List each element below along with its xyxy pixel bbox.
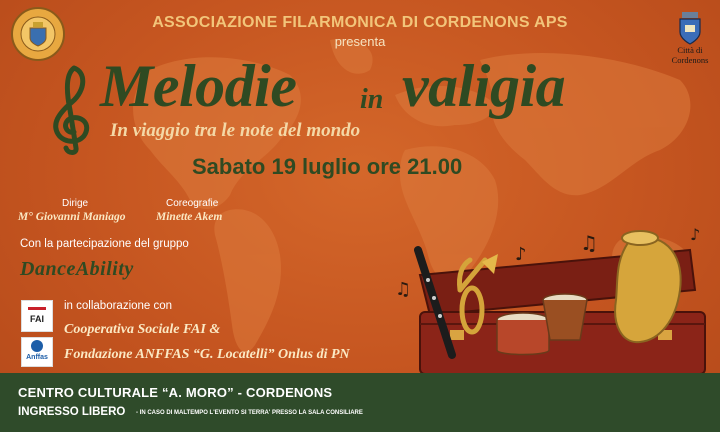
subtitle: In viaggio tra le note del mondo [110,120,361,141]
fai-logo-text: FAI [29,314,44,324]
choreographer-name: Minette Akem [156,211,223,223]
svg-text:♫: ♫ [580,231,598,255]
svg-text:♪: ♪ [515,244,527,265]
footer-band [0,373,720,432]
free-entry: INGRESSO LIBERO [18,406,126,418]
partner-fondazione: Fondazione ANFFAS “G. Locatelli” Onlus di PN [64,347,350,362]
venue: CENTRO CULTURALE “A. MORO” - CORDENONS [18,385,333,400]
svg-text:♪: ♪ [690,225,701,244]
collaboration-intro: in collaborazione con [64,300,173,312]
suitcase-with-instruments-icon [390,220,720,380]
title-end: valigia [402,53,566,119]
participation-text: Con la partecipazione del gruppo [20,238,189,250]
organization-name: ASSOCIAZIONE FILARMONICA DI CORDENONS APS [152,14,568,31]
director-name: M° Giovanni Maniago [18,211,126,223]
treble-clef-icon [36,60,106,155]
bad-weather-note: - IN CASO DI MALTEMPO L'EVENTO SI TERRA' PRESSO LA SALA CONSILIARE [136,410,363,416]
director-label: Dirige [62,198,89,209]
choreography-label: Coreografie [166,198,219,209]
svg-text:♫: ♫ [395,279,412,300]
presenta-label: presenta [334,34,386,49]
anffas-logo-text: Anffas [26,354,48,361]
city-name: Città di Cordenons [671,45,709,65]
title-main: Melodie [100,53,297,119]
title-connector: in [360,84,384,115]
anffas-logo [21,337,53,367]
partner-cooperativa: Cooperativa Sociale FAI & [64,322,221,337]
event-date: Sabato 19 luglio ore 21.00 [192,154,463,179]
group-name: DanceAbility [20,258,134,280]
fai-logo [21,300,53,332]
